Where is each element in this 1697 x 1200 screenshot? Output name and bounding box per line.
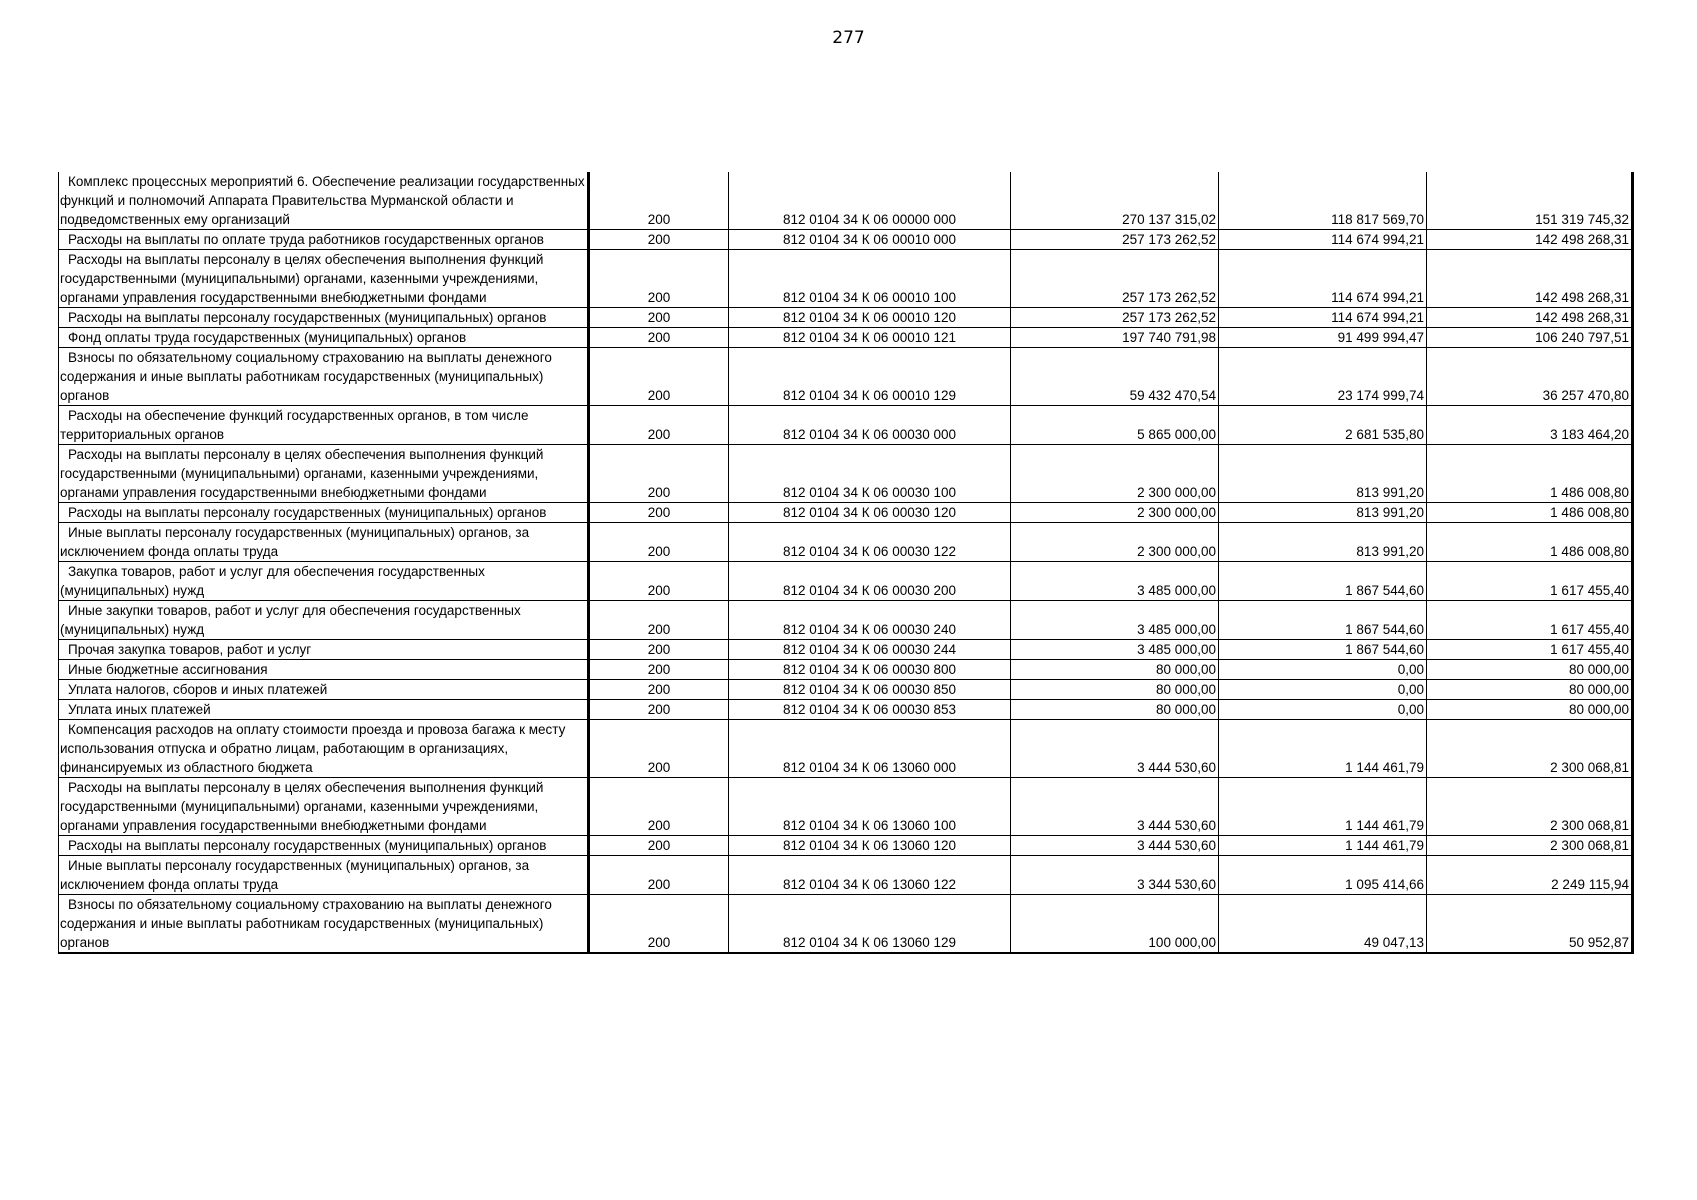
row-remaining-amount: 2 249 115,94 xyxy=(1427,856,1633,895)
table-row xyxy=(59,172,1633,230)
row-remaining-amount: 50 952,87 xyxy=(1427,895,1633,954)
row-planned-amount: 80 000,00 xyxy=(1011,700,1219,720)
row-description: Расходы на выплаты персоналу в целях обеспечения выполнения функций государственными (муниципальными) органами, казенными учреждениями, органами управления государственными внебюджетными фондами xyxy=(59,250,589,308)
table-row xyxy=(59,856,1633,895)
row-admin-code: 200 xyxy=(589,640,729,660)
row-remaining-amount: 142 498 268,31 xyxy=(1427,308,1633,328)
row-executed-amount: 813 991,20 xyxy=(1219,523,1427,562)
row-budget-code: 812 0104 34 К 06 13060 100 xyxy=(729,778,1011,836)
table-row xyxy=(59,523,1633,562)
row-description: Иные закупки товаров, работ и услуг для обеспечения государственных (муниципальных) нужд xyxy=(59,601,589,640)
row-admin-code: 200 xyxy=(589,700,729,720)
row-planned-amount: 3 444 530,60 xyxy=(1011,778,1219,836)
row-description: Прочая закупка товаров, работ и услуг xyxy=(59,640,589,660)
row-admin-code: 200 xyxy=(589,660,729,680)
table-body xyxy=(59,172,1633,953)
table-row xyxy=(59,778,1633,836)
row-remaining-amount: 142 498 268,31 xyxy=(1427,250,1633,308)
row-planned-amount: 257 173 262,52 xyxy=(1011,250,1219,308)
row-planned-amount: 100 000,00 xyxy=(1011,895,1219,954)
row-remaining-amount: 36 257 470,80 xyxy=(1427,348,1633,406)
row-planned-amount: 3 485 000,00 xyxy=(1011,601,1219,640)
row-admin-code: 200 xyxy=(589,601,729,640)
row-admin-code: 200 xyxy=(589,328,729,348)
row-executed-amount: 1 144 461,79 xyxy=(1219,836,1427,856)
row-admin-code: 200 xyxy=(589,172,729,230)
table-row xyxy=(59,348,1633,406)
row-planned-amount: 3 485 000,00 xyxy=(1011,562,1219,601)
row-executed-amount: 2 681 535,80 xyxy=(1219,406,1427,445)
row-description: Иные выплаты персоналу государственных (муниципальных) органов, за исключением фонда оплаты труда xyxy=(59,856,589,895)
table-row xyxy=(59,562,1633,601)
row-description: Расходы на выплаты персоналу в целях обеспечения выполнения функций государственными (муниципальными) органами, казенными учреждениями, органами управления государственными внебюджетными фондами xyxy=(59,445,589,503)
table-row xyxy=(59,328,1633,348)
row-remaining-amount: 1 486 008,80 xyxy=(1427,503,1633,523)
row-admin-code: 200 xyxy=(589,562,729,601)
row-planned-amount: 80 000,00 xyxy=(1011,680,1219,700)
table-row xyxy=(59,230,1633,250)
row-budget-code: 812 0104 34 К 06 00000 000 xyxy=(729,172,1011,230)
row-executed-amount: 0,00 xyxy=(1219,680,1427,700)
row-remaining-amount: 1 617 455,40 xyxy=(1427,601,1633,640)
row-executed-amount: 1 144 461,79 xyxy=(1219,720,1427,778)
row-executed-amount: 813 991,20 xyxy=(1219,445,1427,503)
row-budget-code: 812 0104 34 К 06 00030 000 xyxy=(729,406,1011,445)
row-remaining-amount: 2 300 068,81 xyxy=(1427,836,1633,856)
row-planned-amount: 270 137 315,02 xyxy=(1011,172,1219,230)
row-planned-amount: 3 344 530,60 xyxy=(1011,856,1219,895)
row-budget-code: 812 0104 34 К 06 00030 850 xyxy=(729,680,1011,700)
row-admin-code: 200 xyxy=(589,406,729,445)
row-budget-code: 812 0104 34 К 06 00010 121 xyxy=(729,328,1011,348)
row-description: Расходы на выплаты по оплате труда работников государственных органов xyxy=(59,230,589,250)
row-executed-amount: 1 095 414,66 xyxy=(1219,856,1427,895)
row-admin-code: 200 xyxy=(589,230,729,250)
row-remaining-amount: 80 000,00 xyxy=(1427,680,1633,700)
row-executed-amount: 0,00 xyxy=(1219,700,1427,720)
page-number: 277 xyxy=(832,28,865,48)
row-planned-amount: 257 173 262,52 xyxy=(1011,308,1219,328)
table-row xyxy=(59,640,1633,660)
row-admin-code: 200 xyxy=(589,856,729,895)
row-description: Уплата иных платежей xyxy=(59,700,589,720)
row-remaining-amount: 80 000,00 xyxy=(1427,700,1633,720)
row-description: Расходы на выплаты персоналу государственных (муниципальных) органов xyxy=(59,836,589,856)
table-row xyxy=(59,503,1633,523)
row-budget-code: 812 0104 34 К 06 00010 120 xyxy=(729,308,1011,328)
row-description: Комплекс процессных мероприятий 6. Обеспечение реализации государственных функций и полномочий Аппарата Правительства Мурманской области и подведомственных ему организаций xyxy=(59,172,589,230)
row-executed-amount: 114 674 994,21 xyxy=(1219,230,1427,250)
row-description: Взносы по обязательному социальному страхованию на выплаты денежного содержания и иные выплаты работникам государственных (муниципальных) органов xyxy=(59,348,589,406)
table-row xyxy=(59,601,1633,640)
row-admin-code: 200 xyxy=(589,250,729,308)
row-description: Компенсация расходов на оплату стоимости проезда и провоза багажа к месту использования отпуска и обратно лицам, работающим в организациях, финансируемых из областного бюджета xyxy=(59,720,589,778)
row-budget-code: 812 0104 34 К 06 00010 100 xyxy=(729,250,1011,308)
row-planned-amount: 5 865 000,00 xyxy=(1011,406,1219,445)
row-executed-amount: 1 867 544,60 xyxy=(1219,601,1427,640)
row-description: Закупка товаров, работ и услуг для обеспечения государственных (муниципальных) нужд xyxy=(59,562,589,601)
row-description: Расходы на выплаты персоналу государственных (муниципальных) органов xyxy=(59,308,589,328)
row-planned-amount: 2 300 000,00 xyxy=(1011,503,1219,523)
row-budget-code: 812 0104 34 К 06 00030 122 xyxy=(729,523,1011,562)
row-description: Иные выплаты персоналу государственных (муниципальных) органов, за исключением фонда оплаты труда xyxy=(59,523,589,562)
row-admin-code: 200 xyxy=(589,895,729,954)
table-row xyxy=(59,406,1633,445)
table-row xyxy=(59,250,1633,308)
row-executed-amount: 114 674 994,21 xyxy=(1219,308,1427,328)
row-budget-code: 812 0104 34 К 06 13060 129 xyxy=(729,895,1011,954)
row-remaining-amount: 1 486 008,80 xyxy=(1427,523,1633,562)
row-budget-code: 812 0104 34 К 06 00030 853 xyxy=(729,700,1011,720)
row-executed-amount: 91 499 994,47 xyxy=(1219,328,1427,348)
row-admin-code: 200 xyxy=(589,836,729,856)
row-remaining-amount: 1 617 455,40 xyxy=(1427,640,1633,660)
row-planned-amount: 80 000,00 xyxy=(1011,660,1219,680)
row-remaining-amount: 142 498 268,31 xyxy=(1427,230,1633,250)
table-row xyxy=(59,660,1633,680)
row-admin-code: 200 xyxy=(589,680,729,700)
row-planned-amount: 257 173 262,52 xyxy=(1011,230,1219,250)
row-budget-code: 812 0104 34 К 06 00030 800 xyxy=(729,660,1011,680)
row-description: Взносы по обязательному социальному страхованию на выплаты денежного содержания и иные выплаты работникам государственных (муниципальных) органов xyxy=(59,895,589,954)
row-budget-code: 812 0104 34 К 06 00030 240 xyxy=(729,601,1011,640)
row-admin-code: 200 xyxy=(589,778,729,836)
row-budget-code: 812 0104 34 К 06 00030 244 xyxy=(729,640,1011,660)
row-budget-code: 812 0104 34 К 06 00030 200 xyxy=(729,562,1011,601)
row-admin-code: 200 xyxy=(589,720,729,778)
row-planned-amount: 3 444 530,60 xyxy=(1011,836,1219,856)
row-description: Фонд оплаты труда государственных (муниципальных) органов xyxy=(59,328,589,348)
row-remaining-amount: 2 300 068,81 xyxy=(1427,720,1633,778)
row-executed-amount: 1 867 544,60 xyxy=(1219,640,1427,660)
row-remaining-amount: 3 183 464,20 xyxy=(1427,406,1633,445)
row-remaining-amount: 106 240 797,51 xyxy=(1427,328,1633,348)
row-admin-code: 200 xyxy=(589,523,729,562)
row-admin-code: 200 xyxy=(589,445,729,503)
row-executed-amount: 23 174 999,74 xyxy=(1219,348,1427,406)
row-budget-code: 812 0104 34 К 06 13060 000 xyxy=(729,720,1011,778)
row-description: Расходы на обеспечение функций государственных органов, в том числе территориальных органов xyxy=(59,406,589,445)
row-remaining-amount: 80 000,00 xyxy=(1427,660,1633,680)
row-budget-code: 812 0104 34 К 06 00010 000 xyxy=(729,230,1011,250)
row-planned-amount: 2 300 000,00 xyxy=(1011,523,1219,562)
row-budget-code: 812 0104 34 К 06 00030 120 xyxy=(729,503,1011,523)
row-budget-code: 812 0104 34 К 06 13060 120 xyxy=(729,836,1011,856)
row-executed-amount: 1 867 544,60 xyxy=(1219,562,1427,601)
row-executed-amount: 0,00 xyxy=(1219,660,1427,680)
row-budget-code: 812 0104 34 К 06 00030 100 xyxy=(729,445,1011,503)
row-description: Расходы на выплаты персоналу государственных (муниципальных) органов xyxy=(59,503,589,523)
table-row xyxy=(59,308,1633,328)
row-executed-amount: 114 674 994,21 xyxy=(1219,250,1427,308)
row-planned-amount: 3 485 000,00 xyxy=(1011,640,1219,660)
row-remaining-amount: 1 617 455,40 xyxy=(1427,562,1633,601)
table-row xyxy=(59,895,1633,954)
row-description: Уплата налогов, сборов и иных платежей xyxy=(59,680,589,700)
row-planned-amount: 59 432 470,54 xyxy=(1011,348,1219,406)
row-description: Расходы на выплаты персоналу в целях обеспечения выполнения функций государственными (муниципальными) органами, казенными учреждениями, органами управления государственными внебюджетными фондами xyxy=(59,778,589,836)
row-planned-amount: 2 300 000,00 xyxy=(1011,445,1219,503)
row-executed-amount: 49 047,13 xyxy=(1219,895,1427,954)
row-executed-amount: 118 817 569,70 xyxy=(1219,172,1427,230)
row-admin-code: 200 xyxy=(589,308,729,328)
row-description: Иные бюджетные ассигнования xyxy=(59,660,589,680)
row-remaining-amount: 151 319 745,32 xyxy=(1427,172,1633,230)
row-executed-amount: 1 144 461,79 xyxy=(1219,778,1427,836)
row-remaining-amount: 1 486 008,80 xyxy=(1427,445,1633,503)
table-row xyxy=(59,700,1633,720)
row-planned-amount: 197 740 791,98 xyxy=(1011,328,1219,348)
row-remaining-amount: 2 300 068,81 xyxy=(1427,778,1633,836)
table-row xyxy=(59,720,1633,778)
budget-table xyxy=(58,172,1634,954)
row-admin-code: 200 xyxy=(589,348,729,406)
row-budget-code: 812 0104 34 К 06 00010 129 xyxy=(729,348,1011,406)
row-budget-code: 812 0104 34 К 06 13060 122 xyxy=(729,856,1011,895)
row-planned-amount: 3 444 530,60 xyxy=(1011,720,1219,778)
table-row xyxy=(59,445,1633,503)
table-row xyxy=(59,836,1633,856)
row-executed-amount: 813 991,20 xyxy=(1219,503,1427,523)
row-admin-code: 200 xyxy=(589,503,729,523)
table-row xyxy=(59,680,1633,700)
